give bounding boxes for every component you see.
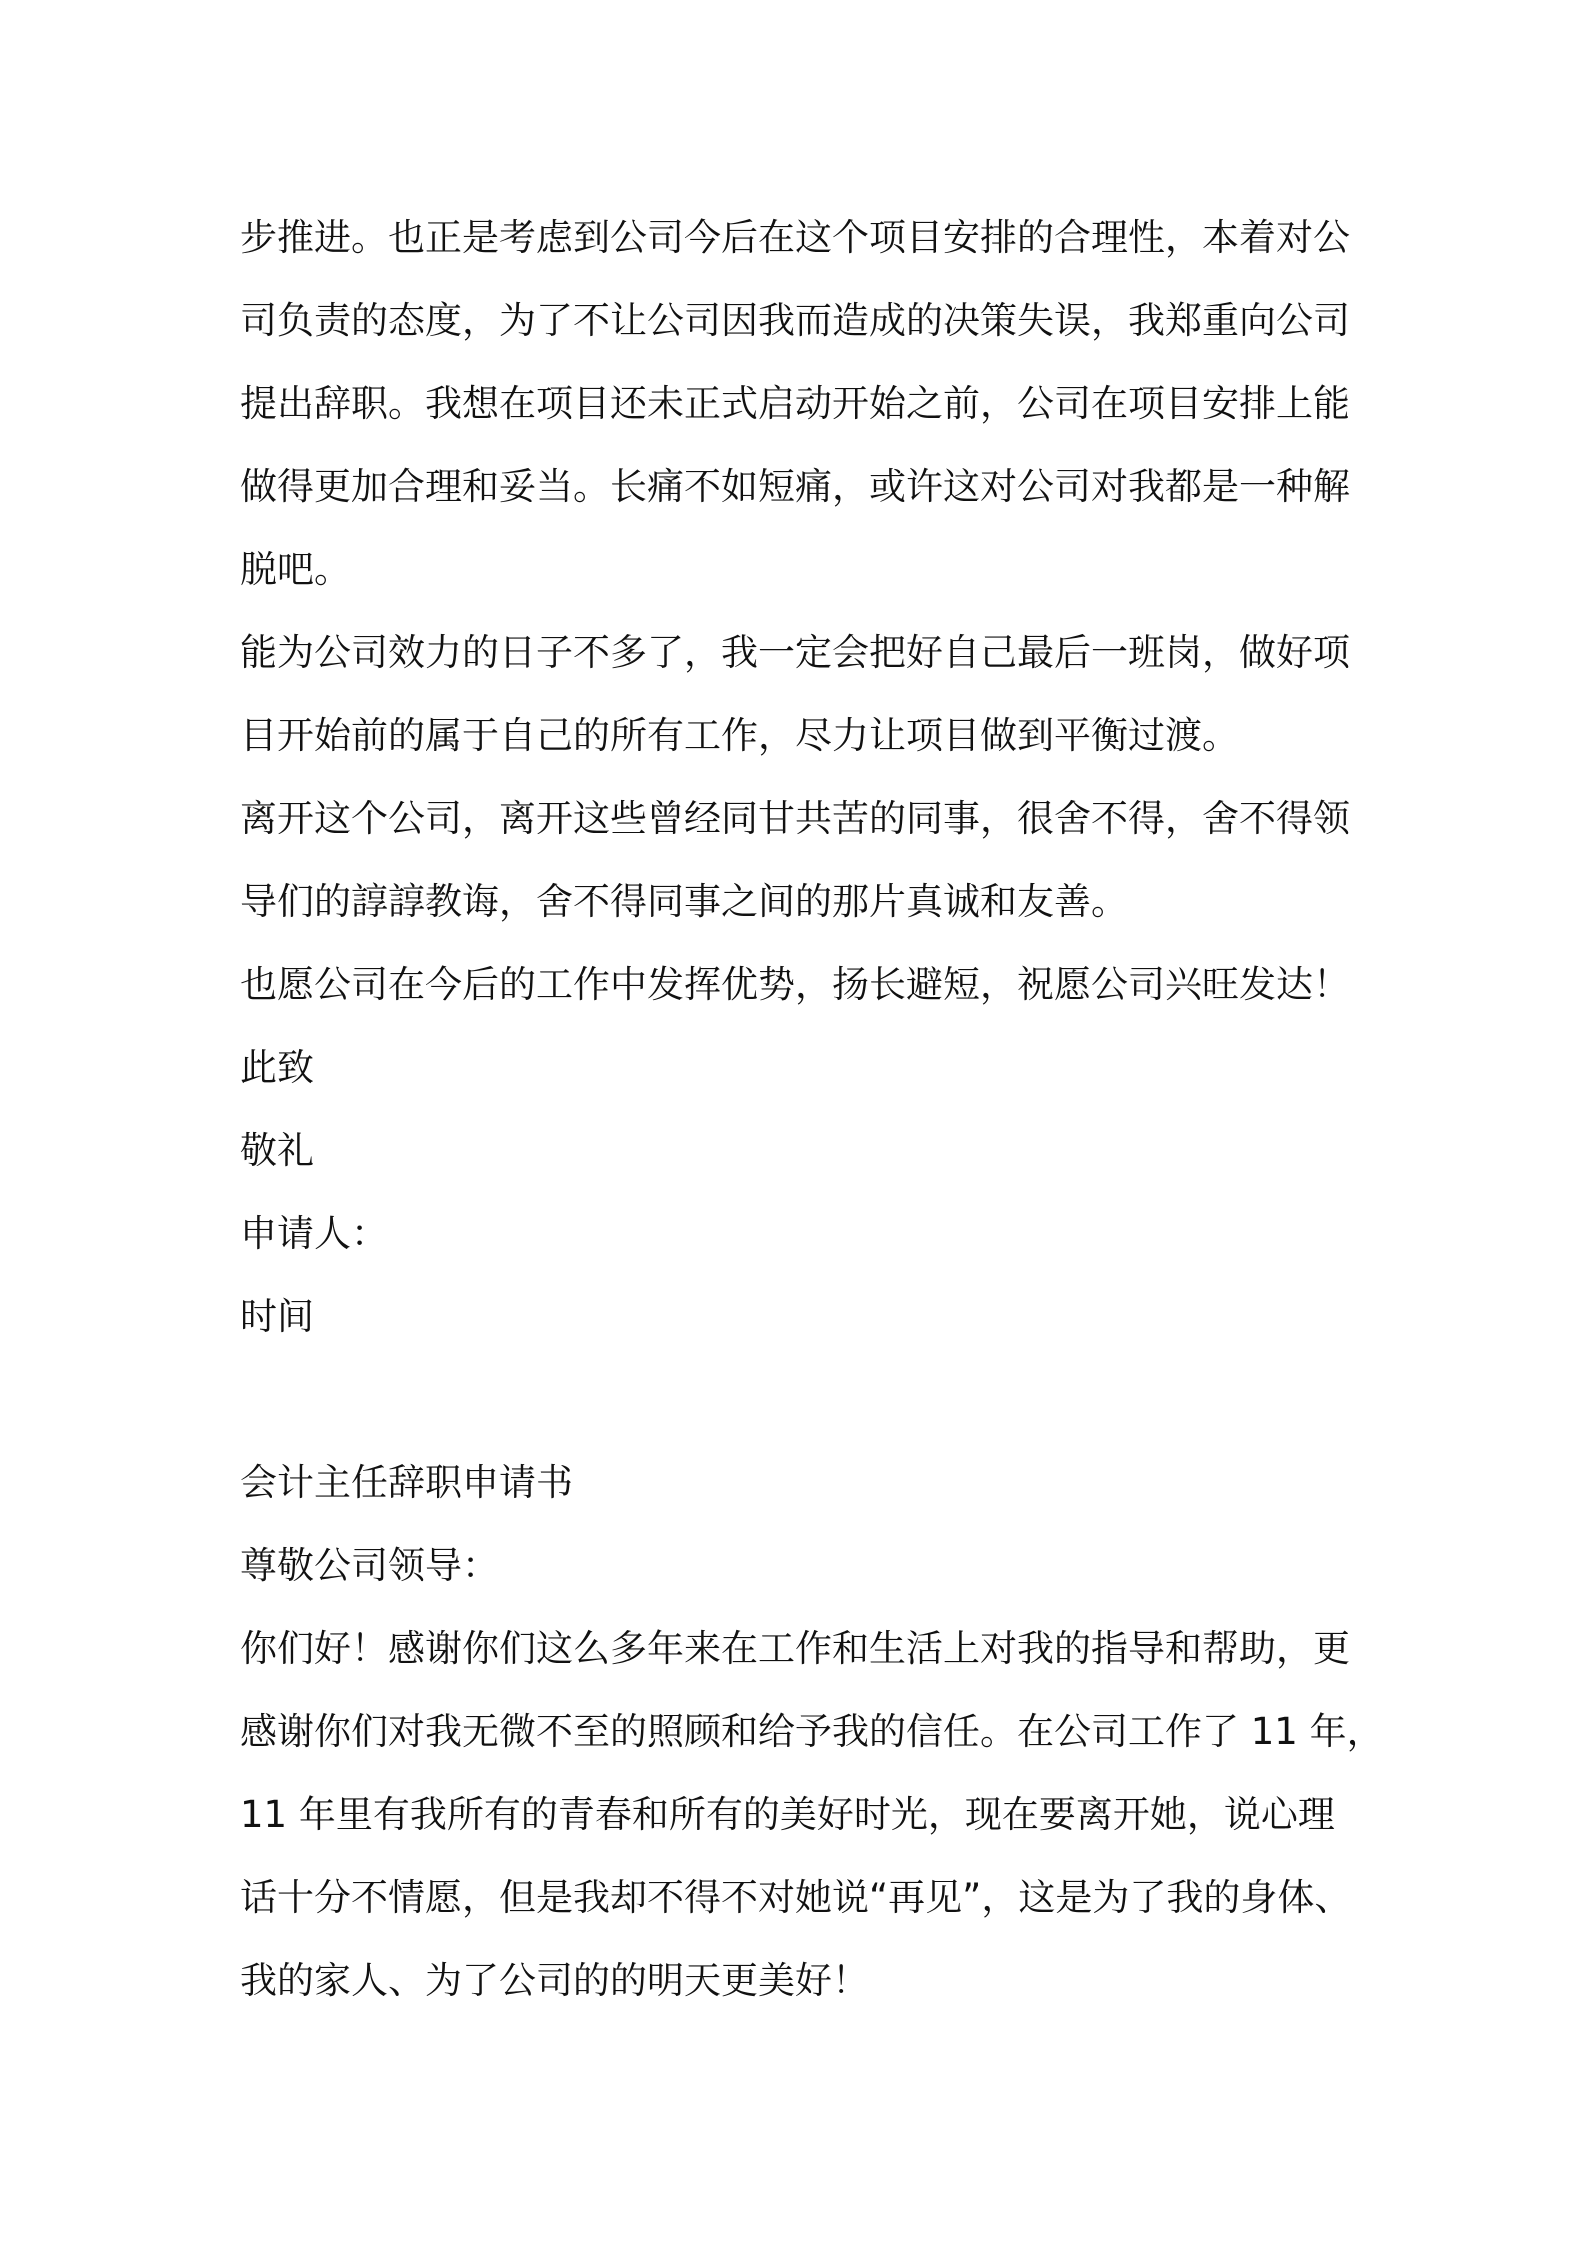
paragraph-line: 步推进。也正是考虑到公司今后在这个项目安排的合理性，本着对公 — [240, 216, 1350, 259]
document-title: 会计主任辞职申请书 — [240, 1461, 573, 1504]
paragraph-line: 离开这个公司，离开这些曾经同甘共苦的同事，很舍不得，舍不得领 — [240, 797, 1350, 840]
paragraph-line: 能为公司效力的日子不多了，我一定会把好自己最后一班岗，做好项 — [240, 631, 1350, 674]
paragraph-line: 也愿公司在今后的工作中发挥优势，扬长避短，祝愿公司兴旺发达！ — [240, 963, 1350, 1006]
paragraph-line: 11 年里有我所有的青春和所有的美好时光，现在要离开她，说心理 — [240, 1793, 1335, 1836]
salutation: 尊敬公司领导： — [240, 1544, 499, 1587]
paragraph-line: 话十分不情愿，但是我却不得不对她说“再见”，这是为了我的身体、 — [240, 1876, 1352, 1919]
paragraph-line: 做得更加合理和妥当。长痛不如短痛，或许这对公司对我都是一种解 — [240, 465, 1350, 508]
paragraph-line: 导们的諄諄教诲，舍不得同事之间的那片真诚和友善。 — [240, 880, 1128, 923]
paragraph-line: 感谢你们对我无微不至的照顾和给予我的信任。在公司工作了 11 年， — [240, 1710, 1384, 1753]
closing-line: 敬礼 — [240, 1129, 314, 1172]
document-body — [240, 196, 1384, 2022]
paragraph-line: 提出辞职。我想在项目还未正式启动开始之前，公司在项目安排上能 — [240, 382, 1350, 425]
paragraph-line: 司负责的态度，为了不让公司因我而造成的决策失误，我郑重向公司 — [240, 299, 1350, 342]
paragraph-line: 你们好！感谢你们这么多年来在工作和生活上对我的指导和帮助，更 — [240, 1627, 1350, 1670]
applicant-label: 申请人： — [240, 1212, 388, 1255]
closing-line: 此致 — [240, 1046, 314, 1089]
paragraph-line: 脱吧。 — [240, 548, 351, 591]
paragraph-line: 我的家人、为了公司的的明天更美好！ — [240, 1959, 869, 2002]
paragraph-line: 目开始前的属于自己的所有工作，尽力让项目做到平衡过渡。 — [240, 714, 1239, 757]
date-label: 时间 — [240, 1295, 314, 1338]
section-spacer — [240, 1358, 1362, 1441]
